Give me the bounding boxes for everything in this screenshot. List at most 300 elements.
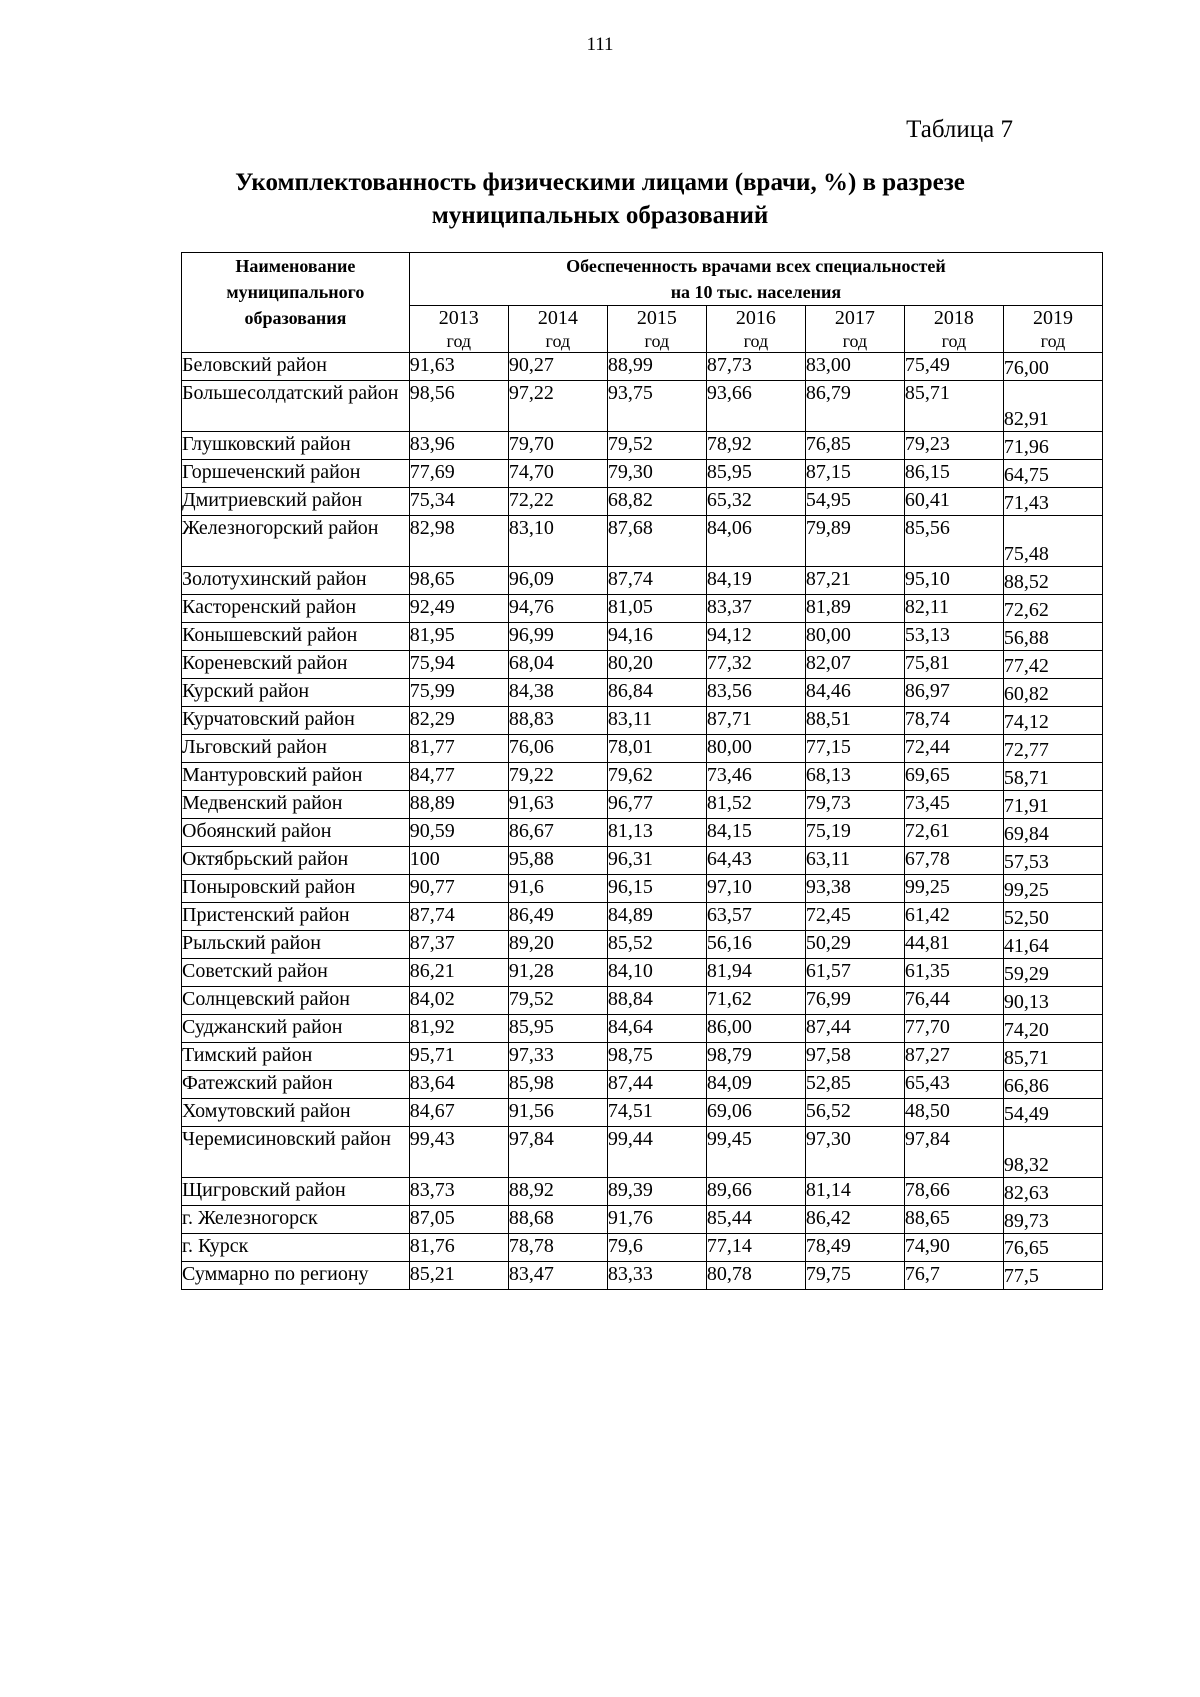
- cell-2016: 71,62: [706, 987, 805, 1015]
- cell-2018: 85,71: [904, 381, 1003, 432]
- cell-2013: 82,29: [409, 707, 508, 735]
- cell-2018: 95,10: [904, 567, 1003, 595]
- header-year-sub: год: [1040, 331, 1066, 351]
- cell-2015: 80,20: [607, 651, 706, 679]
- cell-2015: 98,75: [607, 1043, 706, 1071]
- cell-2017: 83,00: [805, 353, 904, 381]
- cell-2017: 63,11: [805, 847, 904, 875]
- row-municipality-name: г. Курск: [182, 1234, 410, 1262]
- cell-2019: 58,71: [1003, 763, 1102, 791]
- cell-2014: 90,27: [508, 353, 607, 381]
- header-municipality: [182, 253, 410, 353]
- cell-2019: 41,64: [1003, 931, 1102, 959]
- cell-2016: 63,57: [706, 903, 805, 931]
- cell-2014: 79,70: [508, 432, 607, 460]
- cell-2015: 87,44: [607, 1071, 706, 1099]
- row-municipality-name: Советский район: [182, 959, 410, 987]
- header-year-2018: [904, 306, 1003, 353]
- cell-2015: 99,44: [607, 1127, 706, 1178]
- row-municipality-name: Поныровский район: [182, 875, 410, 903]
- cell-2016: 97,10: [706, 875, 805, 903]
- cell-2019: 99,25: [1003, 875, 1102, 903]
- table-row: [182, 595, 1103, 623]
- header-year-sub: год: [446, 331, 472, 351]
- cell-2014: 84,38: [508, 679, 607, 707]
- cell-2013: 99,43: [409, 1127, 508, 1178]
- cell-2016: 56,16: [706, 931, 805, 959]
- table-row: [182, 381, 1103, 432]
- cell-2014: 79,52: [508, 987, 607, 1015]
- cell-2015: 83,11: [607, 707, 706, 735]
- table-row: [182, 1262, 1103, 1290]
- table-row: [182, 987, 1103, 1015]
- cell-2014: 88,83: [508, 707, 607, 735]
- cell-2016: 85,95: [706, 460, 805, 488]
- cell-2017: 56,52: [805, 1099, 904, 1127]
- row-municipality-name: Суджанский район: [182, 1015, 410, 1043]
- cell-2013: 75,94: [409, 651, 508, 679]
- row-municipality-name: Пристенский район: [182, 903, 410, 931]
- cell-2019: 90,13: [1003, 987, 1102, 1015]
- cell-2018: 60,41: [904, 488, 1003, 516]
- header-year-label: 2019: [1032, 307, 1073, 329]
- table-body: [182, 353, 1103, 1290]
- cell-2016: 99,45: [706, 1127, 805, 1178]
- cell-2018: 69,65: [904, 763, 1003, 791]
- row-municipality-name: Фатежский район: [182, 1071, 410, 1099]
- cell-2013: 84,77: [409, 763, 508, 791]
- cell-2017: 79,89: [805, 516, 904, 567]
- cell-2013: 87,05: [409, 1206, 508, 1234]
- header-year-sub: год: [941, 331, 967, 351]
- cell-2013: 83,73: [409, 1178, 508, 1206]
- cell-2015: 87,74: [607, 567, 706, 595]
- table-row: [182, 432, 1103, 460]
- cell-2018: 61,35: [904, 959, 1003, 987]
- header-group-line: на 10 тыс. населения: [670, 282, 842, 302]
- cell-2013: 85,21: [409, 1262, 508, 1290]
- cell-2015: 68,82: [607, 488, 706, 516]
- table-header: [182, 253, 1103, 353]
- cell-2017: 79,73: [805, 791, 904, 819]
- cell-2018: 99,25: [904, 875, 1003, 903]
- cell-2014: 76,06: [508, 735, 607, 763]
- cell-2018: 72,61: [904, 819, 1003, 847]
- cell-2013: 87,74: [409, 903, 508, 931]
- row-municipality-name: Тимский район: [182, 1043, 410, 1071]
- cell-2015: 83,33: [607, 1262, 706, 1290]
- cell-2017: 86,79: [805, 381, 904, 432]
- cell-2017: 87,15: [805, 460, 904, 488]
- table-row: [182, 931, 1103, 959]
- cell-2019: 85,71: [1003, 1043, 1102, 1071]
- cell-2018: 53,13: [904, 623, 1003, 651]
- cell-2015: 91,76: [607, 1206, 706, 1234]
- row-municipality-name: Дмитриевский район: [182, 488, 410, 516]
- table-row: [182, 567, 1103, 595]
- cell-2019: 72,77: [1003, 735, 1102, 763]
- header-year-label: 2017: [834, 307, 875, 329]
- cell-2017: 80,00: [805, 623, 904, 651]
- cell-2017: 81,89: [805, 595, 904, 623]
- row-municipality-name: Кореневский район: [182, 651, 410, 679]
- cell-2015: 79,6: [607, 1234, 706, 1262]
- cell-2013: 81,92: [409, 1015, 508, 1043]
- cell-2014: 91,6: [508, 875, 607, 903]
- cell-2015: 89,39: [607, 1178, 706, 1206]
- header-year-2014: [508, 306, 607, 353]
- cell-2014: 91,56: [508, 1099, 607, 1127]
- cell-2014: 74,70: [508, 460, 607, 488]
- staffing-table: [181, 252, 1103, 1290]
- cell-2017: 77,15: [805, 735, 904, 763]
- header-municipality-line: муниципального: [226, 282, 365, 302]
- cell-2018: 85,56: [904, 516, 1003, 567]
- cell-2017: 75,19: [805, 819, 904, 847]
- header-year-label: 2014: [537, 307, 578, 329]
- table-row: [182, 516, 1103, 567]
- header-year-sub: год: [743, 331, 769, 351]
- cell-2015: 79,62: [607, 763, 706, 791]
- table-row: [182, 903, 1103, 931]
- cell-2014: 91,63: [508, 791, 607, 819]
- table-row: [182, 623, 1103, 651]
- header-group-line: Обеспеченность врачами всех специальностей: [566, 256, 946, 276]
- cell-2016: 93,66: [706, 381, 805, 432]
- row-municipality-name: Льговский район: [182, 735, 410, 763]
- table-row: [182, 1099, 1103, 1127]
- table-row: [182, 791, 1103, 819]
- cell-2016: 64,43: [706, 847, 805, 875]
- cell-2019: 74,12: [1003, 707, 1102, 735]
- cell-2014: 88,92: [508, 1178, 607, 1206]
- cell-2014: 86,49: [508, 903, 607, 931]
- cell-2013: 90,77: [409, 875, 508, 903]
- row-municipality-name: Обоянский район: [182, 819, 410, 847]
- cell-2017: 86,42: [805, 1206, 904, 1234]
- cell-2014: 83,10: [508, 516, 607, 567]
- cell-2013: 75,34: [409, 488, 508, 516]
- cell-2019: 82,63: [1003, 1178, 1102, 1206]
- cell-2016: 78,92: [706, 432, 805, 460]
- header-municipality-line: образования: [244, 308, 347, 328]
- cell-2017: 88,51: [805, 707, 904, 735]
- document-title: [160, 166, 1040, 232]
- cell-2019: 76,65: [1003, 1234, 1102, 1262]
- cell-2013: 81,77: [409, 735, 508, 763]
- cell-2017: 50,29: [805, 931, 904, 959]
- cell-2015: 88,99: [607, 353, 706, 381]
- cell-2013: 95,71: [409, 1043, 508, 1071]
- cell-2018: 75,49: [904, 353, 1003, 381]
- cell-2018: 79,23: [904, 432, 1003, 460]
- cell-2015: 86,84: [607, 679, 706, 707]
- table-row: [182, 488, 1103, 516]
- cell-2019: 54,49: [1003, 1099, 1102, 1127]
- cell-2014: 83,47: [508, 1262, 607, 1290]
- cell-2014: 85,98: [508, 1071, 607, 1099]
- cell-2015: 93,75: [607, 381, 706, 432]
- cell-2018: 76,7: [904, 1262, 1003, 1290]
- cell-2018: 72,44: [904, 735, 1003, 763]
- cell-2018: 86,97: [904, 679, 1003, 707]
- cell-2019: 72,62: [1003, 595, 1102, 623]
- cell-2017: 97,30: [805, 1127, 904, 1178]
- cell-2015: 96,77: [607, 791, 706, 819]
- cell-2017: 68,13: [805, 763, 904, 791]
- cell-2016: 80,00: [706, 735, 805, 763]
- header-year-sub: год: [842, 331, 868, 351]
- cell-2016: 83,56: [706, 679, 805, 707]
- header-year-2015: [607, 306, 706, 353]
- cell-2015: 96,31: [607, 847, 706, 875]
- cell-2013: 88,89: [409, 791, 508, 819]
- cell-2018: 78,74: [904, 707, 1003, 735]
- table-row: [182, 1071, 1103, 1099]
- cell-2013: 77,69: [409, 460, 508, 488]
- cell-2019: 57,53: [1003, 847, 1102, 875]
- row-municipality-name: Мантуровский район: [182, 763, 410, 791]
- cell-2016: 94,12: [706, 623, 805, 651]
- cell-2013: 86,21: [409, 959, 508, 987]
- row-municipality-name: Медвенский район: [182, 791, 410, 819]
- cell-2017: 79,75: [805, 1262, 904, 1290]
- cell-2016: 81,94: [706, 959, 805, 987]
- row-municipality-name: Беловский район: [182, 353, 410, 381]
- cell-2013: 81,76: [409, 1234, 508, 1262]
- table-row: [182, 735, 1103, 763]
- cell-2016: 77,14: [706, 1234, 805, 1262]
- table-row: [182, 1043, 1103, 1071]
- row-municipality-name: Рыльский район: [182, 931, 410, 959]
- cell-2016: 80,78: [706, 1262, 805, 1290]
- cell-2019: 74,20: [1003, 1015, 1102, 1043]
- cell-2013: 81,95: [409, 623, 508, 651]
- header-year-2016: [706, 306, 805, 353]
- header-year-label: 2018: [933, 307, 974, 329]
- cell-2015: 84,89: [607, 903, 706, 931]
- cell-2015: 78,01: [607, 735, 706, 763]
- table-row: [182, 460, 1103, 488]
- cell-2015: 81,13: [607, 819, 706, 847]
- table-row: [182, 875, 1103, 903]
- cell-2016: 69,06: [706, 1099, 805, 1127]
- cell-2014: 96,09: [508, 567, 607, 595]
- cell-2018: 67,78: [904, 847, 1003, 875]
- header-year-2019: [1003, 306, 1102, 353]
- cell-2017: 61,57: [805, 959, 904, 987]
- row-municipality-name: Октябрьский район: [182, 847, 410, 875]
- cell-2014: 97,22: [508, 381, 607, 432]
- header-year-sub: год: [545, 331, 571, 351]
- cell-2014: 97,84: [508, 1127, 607, 1178]
- cell-2016: 84,06: [706, 516, 805, 567]
- cell-2017: 72,45: [805, 903, 904, 931]
- title-line-1: Укомплектованность физическими лицами (врачи, %) в разрезе: [235, 169, 965, 196]
- cell-2016: 77,32: [706, 651, 805, 679]
- cell-2018: 76,44: [904, 987, 1003, 1015]
- cell-2018: 88,65: [904, 1206, 1003, 1234]
- cell-2014: 91,28: [508, 959, 607, 987]
- cell-2014: 95,88: [508, 847, 607, 875]
- header-year-label: 2016: [735, 307, 776, 329]
- cell-2019: 69,84: [1003, 819, 1102, 847]
- cell-2017: 82,07: [805, 651, 904, 679]
- row-municipality-name: Конышевский район: [182, 623, 410, 651]
- cell-2015: 84,10: [607, 959, 706, 987]
- table-label: Таблица 7: [906, 116, 1013, 143]
- cell-2016: 84,19: [706, 567, 805, 595]
- cell-2017: 76,99: [805, 987, 904, 1015]
- cell-2019: 76,00: [1003, 353, 1102, 381]
- cell-2019: 66,86: [1003, 1071, 1102, 1099]
- cell-2019: 71,96: [1003, 432, 1102, 460]
- cell-2015: 94,16: [607, 623, 706, 651]
- row-municipality-name: Золотухинский район: [182, 567, 410, 595]
- cell-2015: 79,30: [607, 460, 706, 488]
- cell-2013: 84,67: [409, 1099, 508, 1127]
- cell-2018: 74,90: [904, 1234, 1003, 1262]
- row-municipality-name: Курчатовский район: [182, 707, 410, 735]
- cell-2017: 87,21: [805, 567, 904, 595]
- cell-2015: 84,64: [607, 1015, 706, 1043]
- cell-2015: 81,05: [607, 595, 706, 623]
- cell-2019: 56,88: [1003, 623, 1102, 651]
- cell-2017: 87,44: [805, 1015, 904, 1043]
- cell-2017: 76,85: [805, 432, 904, 460]
- header-year-2013: [409, 306, 508, 353]
- table-row: [182, 1127, 1103, 1178]
- page-number: 111: [586, 34, 614, 55]
- cell-2017: 81,14: [805, 1178, 904, 1206]
- cell-2018: 87,27: [904, 1043, 1003, 1071]
- cell-2014: 79,22: [508, 763, 607, 791]
- cell-2013: 87,37: [409, 931, 508, 959]
- cell-2014: 97,33: [508, 1043, 607, 1071]
- cell-2019: 77,42: [1003, 651, 1102, 679]
- row-municipality-name: Горшеченский район: [182, 460, 410, 488]
- cell-2018: 97,84: [904, 1127, 1003, 1178]
- cell-2017: 97,58: [805, 1043, 904, 1071]
- cell-2016: 73,46: [706, 763, 805, 791]
- header-year-label: 2013: [438, 307, 479, 329]
- cell-2013: 84,02: [409, 987, 508, 1015]
- cell-2015: 79,52: [607, 432, 706, 460]
- header-group: [409, 253, 1102, 306]
- cell-2017: 93,38: [805, 875, 904, 903]
- cell-2019: 89,73: [1003, 1206, 1102, 1234]
- cell-2018: 75,81: [904, 651, 1003, 679]
- row-municipality-name: Суммарно по региону: [182, 1262, 410, 1290]
- cell-2018: 44,81: [904, 931, 1003, 959]
- table-row: [182, 651, 1103, 679]
- cell-2019: 64,75: [1003, 460, 1102, 488]
- table-row: [182, 819, 1103, 847]
- cell-2013: 92,49: [409, 595, 508, 623]
- cell-2014: 94,76: [508, 595, 607, 623]
- cell-2018: 61,42: [904, 903, 1003, 931]
- cell-2016: 84,09: [706, 1071, 805, 1099]
- cell-2014: 85,95: [508, 1015, 607, 1043]
- row-municipality-name: Касторенский район: [182, 595, 410, 623]
- row-municipality-name: Курский район: [182, 679, 410, 707]
- title-line-2: муниципальных образований: [431, 202, 769, 229]
- cell-2019: 75,48: [1003, 516, 1102, 567]
- cell-2018: 86,15: [904, 460, 1003, 488]
- cell-2018: 78,66: [904, 1178, 1003, 1206]
- table-row: [182, 763, 1103, 791]
- cell-2016: 98,79: [706, 1043, 805, 1071]
- cell-2017: 52,85: [805, 1071, 904, 1099]
- cell-2014: 96,99: [508, 623, 607, 651]
- table-row: [182, 679, 1103, 707]
- cell-2019: 59,29: [1003, 959, 1102, 987]
- cell-2016: 81,52: [706, 791, 805, 819]
- cell-2013: 90,59: [409, 819, 508, 847]
- header-year-2017: [805, 306, 904, 353]
- header-municipality-line: Наименование: [235, 256, 356, 276]
- table-row: [182, 847, 1103, 875]
- cell-2015: 85,52: [607, 931, 706, 959]
- table-row: [182, 1015, 1103, 1043]
- cell-2014: 68,04: [508, 651, 607, 679]
- cell-2019: 82,91: [1003, 381, 1102, 432]
- cell-2015: 74,51: [607, 1099, 706, 1127]
- row-municipality-name: г. Железногорск: [182, 1206, 410, 1234]
- cell-2018: 65,43: [904, 1071, 1003, 1099]
- cell-2015: 96,15: [607, 875, 706, 903]
- cell-2018: 73,45: [904, 791, 1003, 819]
- table-row: [182, 959, 1103, 987]
- cell-2013: 82,98: [409, 516, 508, 567]
- cell-2019: 88,52: [1003, 567, 1102, 595]
- cell-2017: 84,46: [805, 679, 904, 707]
- cell-2015: 87,68: [607, 516, 706, 567]
- cell-2019: 71,91: [1003, 791, 1102, 819]
- cell-2013: 75,99: [409, 679, 508, 707]
- table-row: [182, 1178, 1103, 1206]
- cell-2014: 78,78: [508, 1234, 607, 1262]
- cell-2013: 100: [409, 847, 508, 875]
- cell-2016: 89,66: [706, 1178, 805, 1206]
- row-municipality-name: Солнцевский район: [182, 987, 410, 1015]
- cell-2016: 87,71: [706, 707, 805, 735]
- cell-2019: 60,82: [1003, 679, 1102, 707]
- cell-2016: 85,44: [706, 1206, 805, 1234]
- header-year-sub: год: [644, 331, 670, 351]
- row-municipality-name: Большесолдатский район: [182, 381, 410, 432]
- cell-2019: 77,5: [1003, 1262, 1102, 1290]
- cell-2014: 72,22: [508, 488, 607, 516]
- row-municipality-name: Хомутовский район: [182, 1099, 410, 1127]
- cell-2013: 98,56: [409, 381, 508, 432]
- cell-2017: 54,95: [805, 488, 904, 516]
- cell-2013: 83,96: [409, 432, 508, 460]
- header-year-label: 2015: [636, 307, 677, 329]
- cell-2016: 87,73: [706, 353, 805, 381]
- cell-2019: 98,32: [1003, 1127, 1102, 1178]
- cell-2018: 77,70: [904, 1015, 1003, 1043]
- cell-2014: 86,67: [508, 819, 607, 847]
- cell-2014: 88,68: [508, 1206, 607, 1234]
- cell-2016: 65,32: [706, 488, 805, 516]
- cell-2016: 86,00: [706, 1015, 805, 1043]
- cell-2014: 89,20: [508, 931, 607, 959]
- cell-2019: 71,43: [1003, 488, 1102, 516]
- table-row: [182, 1206, 1103, 1234]
- cell-2019: 52,50: [1003, 903, 1102, 931]
- cell-2013: 83,64: [409, 1071, 508, 1099]
